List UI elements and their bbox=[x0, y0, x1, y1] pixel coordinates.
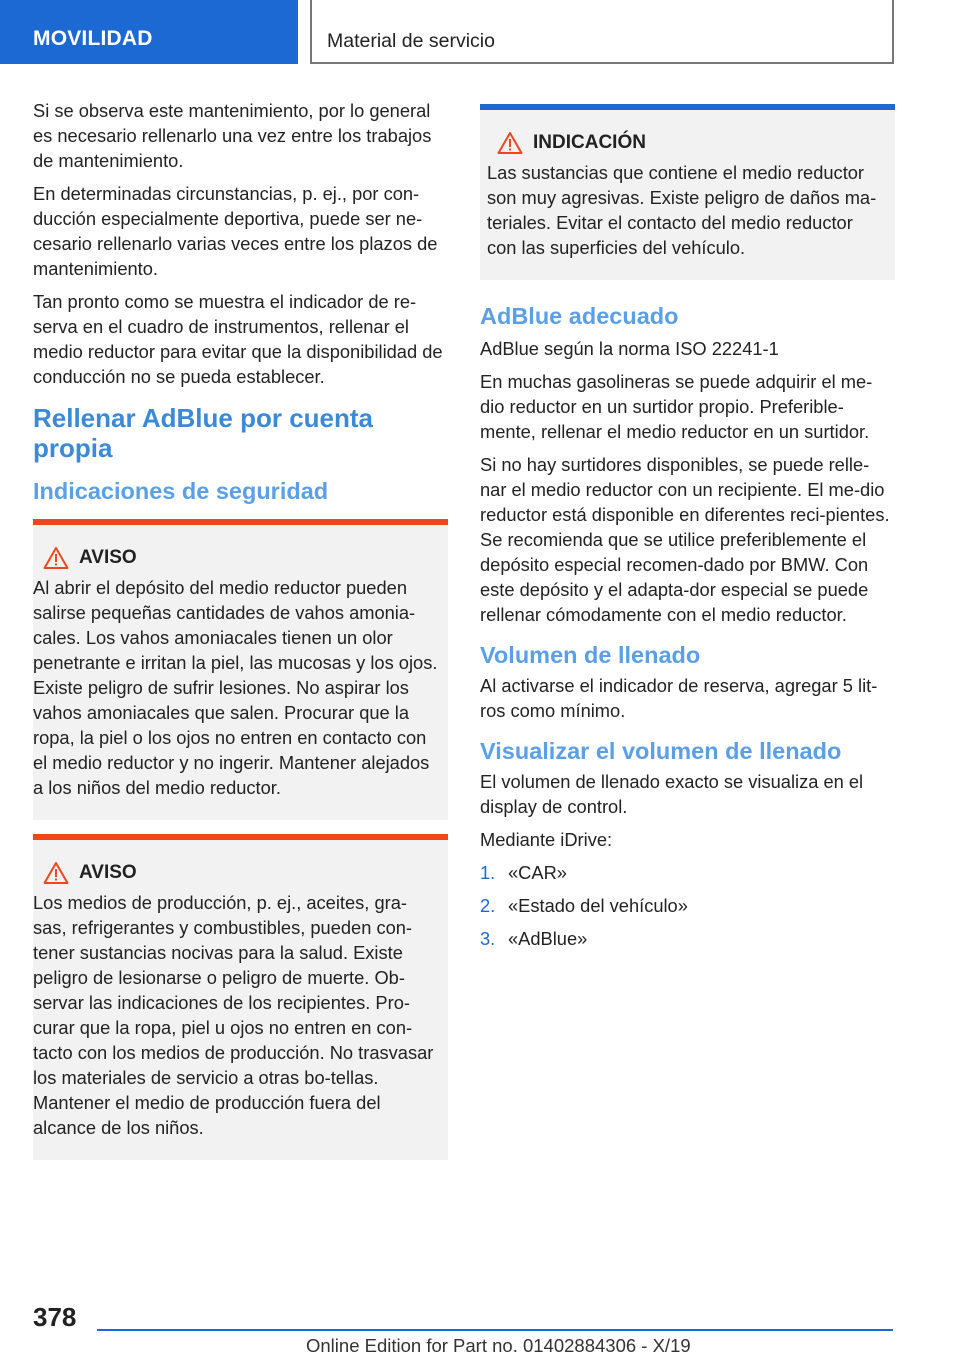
paragraph-idrive: Mediante iDrive: bbox=[480, 829, 613, 850]
list-item bbox=[480, 926, 895, 951]
heading-suitable-adblue: AdBlue adecuado bbox=[480, 303, 679, 329]
warning-triangle-icon bbox=[43, 861, 69, 885]
paragraph-fill-volume: Al activarse el indicador de reserva, agregar 5 lit-ros como mínimo. bbox=[480, 675, 878, 721]
heading-safety-notes: Indicaciones de seguridad bbox=[33, 478, 329, 504]
list-item bbox=[480, 893, 895, 918]
warning-triangle-icon bbox=[497, 131, 523, 155]
warning-title: AVISO bbox=[79, 547, 137, 568]
paragraph-iso-norm: AdBlue según la norma ISO 22241-1 bbox=[480, 338, 779, 359]
header-section-label: MOVILIDAD bbox=[33, 27, 153, 50]
notice-title-row bbox=[497, 130, 885, 156]
step-number: 3. bbox=[480, 928, 496, 949]
idrive-steps-list bbox=[480, 860, 895, 951]
heading-display-fill-volume: Visualizar el volumen de llenado bbox=[480, 738, 842, 764]
notice-box-material-damage bbox=[480, 104, 895, 280]
paragraph-maintenance: Si se observa este mantenimiento, por lo general es necesario rellenarlo una vez entre los trabajos de mantenimiento. bbox=[33, 100, 432, 171]
warning-title-row bbox=[43, 860, 438, 886]
page-number: 378 bbox=[33, 1302, 77, 1332]
footer-divider bbox=[97, 1329, 893, 1331]
heading-fill-volume: Volumen de llenado bbox=[480, 642, 701, 668]
list-item bbox=[480, 860, 895, 885]
warning-title: AVISO bbox=[79, 862, 137, 883]
notice-title: INDICACIÓN bbox=[533, 132, 646, 153]
warning-text: Los medios de producción, p. ej., aceites, gra-sas, refrigerantes y combustibles, pueden con-tener sustancias nocivas para la salud. Existe peligro de lesionarse o peligro de muerte. Ob-servar las indicaciones de los recipientes. Pro-curar que la ropa, piel u ojos no entren en con-tacto con los medios de producción. No trasvasar los materiales de servicio a otras bo-tellas. Mantener el medio de producción fuera del alcance de los niños. bbox=[33, 892, 434, 1138]
right-column bbox=[480, 104, 895, 959]
notice-text: Las sustancias que contiene el medio reductor son muy agresivas. Existe peligro de daños ma-teriales. Evitar el contacto del medio reductor con las superficies del vehículo. bbox=[487, 162, 877, 258]
step-number: 2. bbox=[480, 895, 496, 916]
paragraph-display: El volumen de llenado exacto se visualiza en el display de control. bbox=[480, 771, 864, 817]
step-text: «Estado del vehículo» bbox=[508, 895, 688, 916]
paragraph-container: Si no hay surtidores disponibles, se puede relle-nar el medio reductor con un recipiente. El me-dio reductor está disponible en diferentes reci-pientes. Se recomienda que se utilice preferiblemente el depósito especial recomen-dado por BMW. Con este depósito y el adapta-dor especial se puede rellenar cómodamente con el medio reductor. bbox=[480, 454, 890, 625]
header-section-tab bbox=[0, 0, 298, 64]
left-column bbox=[33, 98, 448, 1172]
warning-box-operating-fluids bbox=[33, 834, 448, 1160]
footer-edition: Online Edition for Part no. 01402884306 - X/19 bbox=[306, 1335, 691, 1356]
step-text: «CAR» bbox=[508, 862, 567, 883]
header-chapter-box bbox=[310, 0, 894, 64]
heading-refill-adblue: Rellenar AdBlue por cuenta propia bbox=[33, 403, 373, 463]
paragraph-reserve-indicator: Tan pronto como se muestra el indicador de re-serva en el cuadro de instrumentos, rellenar el medio reductor para evitar que la disponibilidad de conducción no se pueda establecer. bbox=[33, 291, 443, 387]
step-number: 1. bbox=[480, 862, 496, 883]
warning-box-ammonia bbox=[33, 519, 448, 820]
warning-text: Al abrir el depósito del medio reductor pueden salirse pequeñas cantidades de vahos amonia-cales. Los vahos amoniacales tienen un olor penetrante e irritan la piel, las mucosas y los ojos. Existe peligro de sufrir lesiones. No aspirar los vahos amoniacales que salen. Procurar que la ropa, la piel o los ojos no entren en contacto con el medio reductor y no ingerir. Mantener alejados a los niños del medio reductor. bbox=[33, 577, 438, 798]
warning-title-row bbox=[43, 545, 438, 571]
paragraph-circumstances: En determinadas circunstancias, p. ej., por con-ducción especialmente deportiva, puede ser ne-cesario rellenarlo varias veces entre los plazos de mantenimiento. bbox=[33, 183, 438, 279]
step-text: «AdBlue» bbox=[508, 928, 588, 949]
warning-triangle-icon bbox=[43, 546, 69, 570]
header-chapter-label: Material de servicio bbox=[327, 30, 495, 52]
paragraph-gas-stations: En muchas gasolineras se puede adquirir el me-dio reductor en un surtidor propio. Preferible-mente, rellenar el medio reductor en un surtidor. bbox=[480, 371, 873, 442]
